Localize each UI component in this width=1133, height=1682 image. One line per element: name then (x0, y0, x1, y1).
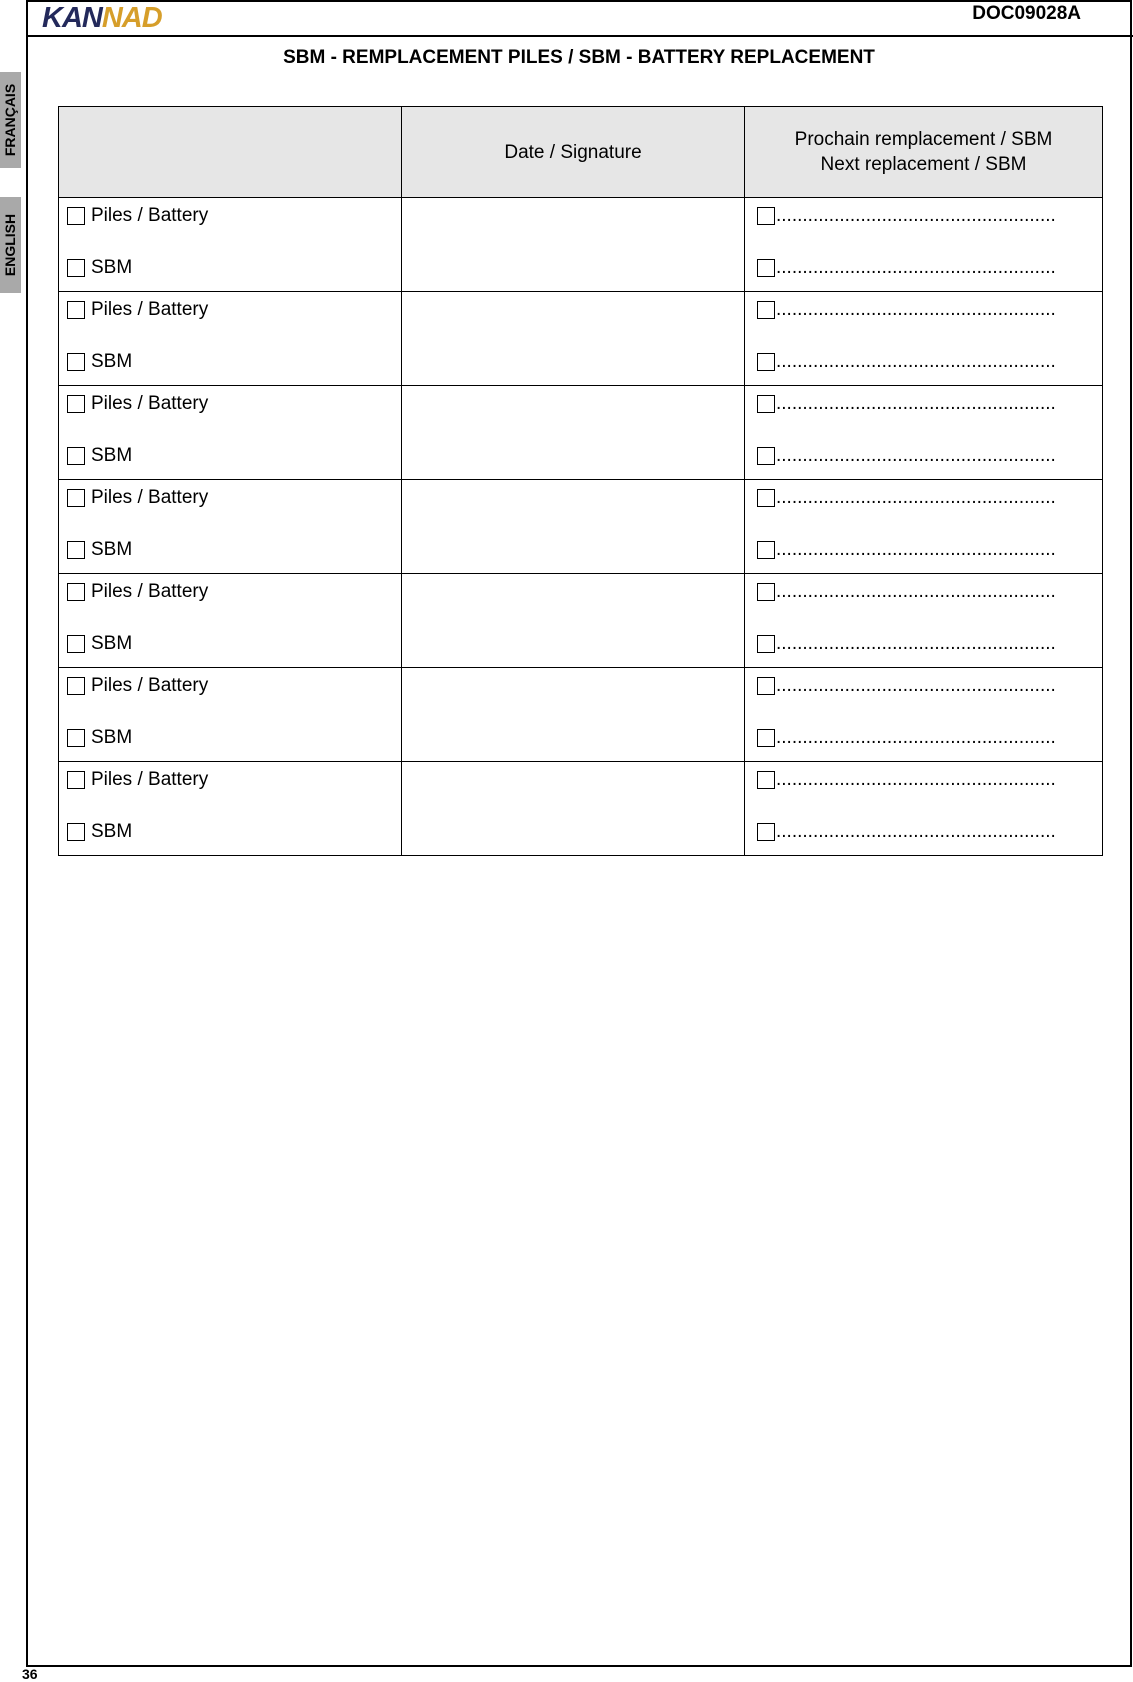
battery-checkbox[interactable] (67, 489, 85, 507)
date-signature-cell[interactable] (402, 292, 745, 386)
table-row (59, 198, 1103, 292)
date-signature-cell[interactable] (402, 198, 745, 292)
next-battery[interactable] (757, 393, 1056, 415)
header-date-signature-label: Date / Signature (504, 141, 642, 163)
page-number: 36 (22, 1666, 38, 1682)
next-battery-checkbox[interactable] (757, 207, 775, 225)
date-signature-cell[interactable] (402, 574, 745, 668)
next-sbm-checkbox[interactable] (757, 447, 775, 465)
table-header-row (59, 107, 1103, 198)
next-battery-checkbox[interactable] (757, 677, 775, 695)
next-sbm-dots: ..................................................... (776, 539, 1056, 560)
next-battery-checkbox[interactable] (757, 583, 775, 601)
item-battery[interactable] (67, 393, 208, 415)
next-replacement-cell (745, 480, 1103, 574)
header-item-column (59, 107, 402, 198)
next-sbm[interactable] (757, 351, 1056, 373)
date-signature-cell[interactable] (402, 762, 745, 856)
next-sbm-dots: ..................................................... (776, 821, 1056, 842)
next-replacement-cell (745, 668, 1103, 762)
table-row (59, 386, 1103, 480)
item-battery-label: Piles / Battery (91, 581, 209, 602)
battery-checkbox[interactable] (67, 677, 85, 695)
item-sbm[interactable] (67, 445, 132, 467)
sbm-checkbox[interactable] (67, 541, 85, 559)
item-cell (59, 198, 402, 292)
battery-checkbox[interactable] (67, 301, 85, 319)
next-sbm-checkbox[interactable] (757, 259, 775, 277)
next-sbm-checkbox[interactable] (757, 541, 775, 559)
header-date-signature (402, 107, 745, 198)
document-id: DOC09028A (972, 3, 1081, 24)
next-battery-dots: ..................................................... (776, 299, 1056, 320)
next-sbm[interactable] (757, 633, 1056, 655)
next-battery[interactable] (757, 769, 1056, 791)
next-sbm[interactable] (757, 445, 1056, 467)
item-battery-label: Piles / Battery (91, 769, 209, 790)
page-title: SBM - REMPLACEMENT PILES / SBM - BATTERY REPLACEMENT (283, 47, 875, 68)
date-signature-cell[interactable] (402, 386, 745, 480)
next-battery-dots: ..................................................... (776, 581, 1056, 602)
item-battery[interactable] (67, 581, 208, 603)
table-row (59, 574, 1103, 668)
next-battery[interactable] (757, 487, 1056, 509)
next-battery[interactable] (757, 675, 1056, 697)
sbm-checkbox[interactable] (67, 259, 85, 277)
table-row (59, 292, 1103, 386)
next-sbm[interactable] (757, 257, 1056, 279)
item-cell (59, 574, 402, 668)
next-battery-checkbox[interactable] (757, 395, 775, 413)
date-signature-cell[interactable] (402, 668, 745, 762)
next-replacement-cell (745, 198, 1103, 292)
next-battery-checkbox[interactable] (757, 771, 775, 789)
battery-checkbox[interactable] (67, 207, 85, 225)
next-replacement-cell (745, 574, 1103, 668)
item-cell (59, 762, 402, 856)
replacement-log-table (58, 106, 1103, 856)
next-battery[interactable] (757, 205, 1056, 227)
item-sbm-label: SBM (91, 257, 133, 278)
language-tab-french[interactable] (0, 72, 21, 168)
item-battery-label: Piles / Battery (91, 487, 209, 508)
language-tab-english[interactable] (0, 197, 21, 293)
item-battery-label: Piles / Battery (91, 205, 209, 226)
date-signature-cell[interactable] (402, 480, 745, 574)
next-sbm-checkbox[interactable] (757, 353, 775, 371)
kannad-logo (42, 1, 162, 34)
next-battery-dots: ..................................................... (776, 205, 1056, 226)
item-sbm[interactable] (67, 539, 132, 561)
next-sbm-dots: ..................................................... (776, 351, 1056, 372)
logo-text-mid: N (101, 1, 122, 34)
item-cell (59, 386, 402, 480)
item-cell (59, 480, 402, 574)
item-sbm[interactable] (67, 821, 132, 843)
header-divider (26, 35, 1133, 37)
item-sbm-label: SBM (91, 539, 133, 560)
next-battery-checkbox[interactable] (757, 489, 775, 507)
item-battery-label: Piles / Battery (91, 675, 209, 696)
table-row (59, 762, 1103, 856)
next-sbm-dots: ..................................................... (776, 727, 1056, 748)
next-battery-dots: ..................................................... (776, 769, 1056, 790)
table-row (59, 480, 1103, 574)
sbm-checkbox[interactable] (67, 447, 85, 465)
item-sbm-label: SBM (91, 821, 133, 842)
table-row (59, 668, 1103, 762)
next-replacement-cell (745, 292, 1103, 386)
next-sbm-dots: ..................................................... (776, 257, 1056, 278)
item-battery[interactable] (67, 205, 208, 227)
next-replacement-cell (745, 762, 1103, 856)
battery-checkbox[interactable] (67, 583, 85, 601)
next-replacement-cell (745, 386, 1103, 480)
next-battery-dots: ..................................................... (776, 393, 1056, 414)
battery-checkbox[interactable] (67, 771, 85, 789)
sbm-checkbox[interactable] (67, 635, 85, 653)
sbm-checkbox[interactable] (67, 729, 85, 747)
item-battery[interactable] (67, 675, 208, 697)
logo-text-left: KAN (42, 1, 102, 34)
next-sbm-dots: ..................................................... (776, 633, 1056, 654)
next-sbm-checkbox[interactable] (757, 635, 775, 653)
next-sbm[interactable] (757, 539, 1056, 561)
next-battery-dots: ..................................................... (776, 675, 1056, 696)
battery-checkbox[interactable] (67, 395, 85, 413)
next-battery-dots: ..................................................... (776, 487, 1056, 508)
item-sbm[interactable] (67, 633, 132, 655)
language-tab-english-label: ENGLISH (2, 213, 19, 277)
item-cell (59, 292, 402, 386)
item-sbm-label: SBM (91, 727, 133, 748)
next-sbm-checkbox[interactable] (757, 729, 775, 747)
item-sbm[interactable] (67, 257, 132, 279)
next-battery-checkbox[interactable] (757, 301, 775, 319)
item-battery[interactable] (67, 299, 208, 321)
next-battery[interactable] (757, 581, 1056, 603)
logo-text-right: AD (121, 1, 162, 34)
next-battery[interactable] (757, 299, 1056, 321)
sbm-checkbox[interactable] (67, 823, 85, 841)
item-battery-label: Piles / Battery (91, 299, 209, 320)
item-sbm-label: SBM (91, 351, 133, 372)
item-sbm-label: SBM (91, 633, 133, 654)
next-sbm[interactable] (757, 727, 1056, 749)
item-battery-label: Piles / Battery (91, 393, 209, 414)
header-next-replacement (745, 107, 1103, 198)
item-battery[interactable] (67, 487, 208, 509)
item-sbm-label: SBM (91, 445, 133, 466)
item-sbm[interactable] (67, 351, 132, 373)
header-next-replacement-fr: Prochain remplacement / SBM (794, 129, 1053, 150)
sbm-checkbox[interactable] (67, 353, 85, 371)
language-tab-french-label: FRANÇAIS (2, 83, 19, 157)
header-next-replacement-en: Next replacement / SBM (820, 154, 1027, 175)
next-sbm-checkbox[interactable] (757, 823, 775, 841)
table-body (59, 198, 1103, 856)
item-battery[interactable] (67, 769, 208, 791)
next-sbm-dots: ..................................................... (776, 445, 1056, 466)
item-sbm[interactable] (67, 727, 132, 749)
next-sbm[interactable] (757, 821, 1056, 843)
item-cell (59, 668, 402, 762)
